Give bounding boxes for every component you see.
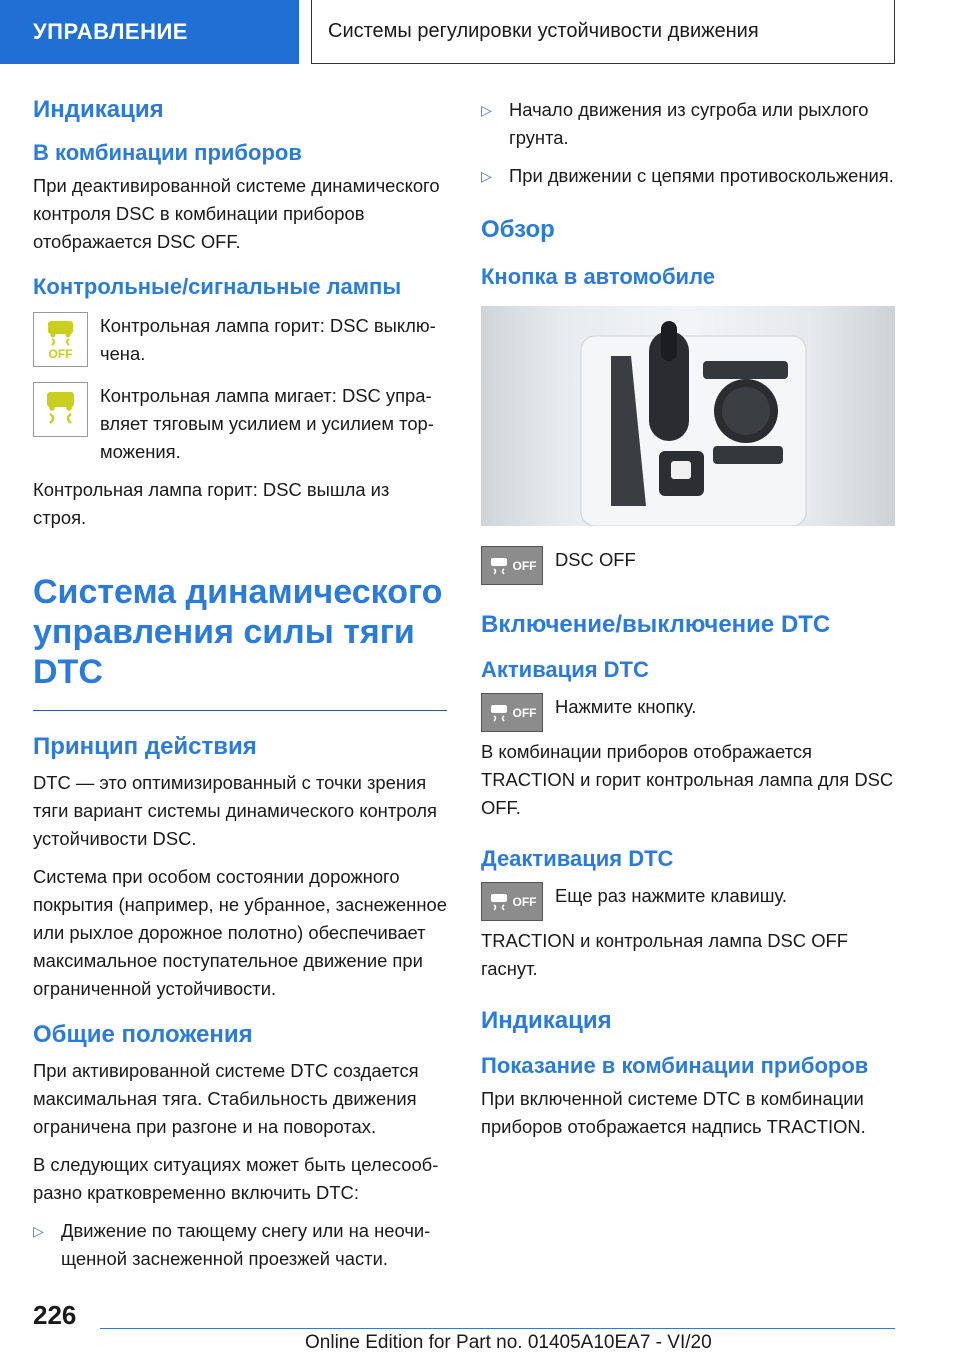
dsc-off-button-icon <box>481 693 543 732</box>
lamp-row-off <box>33 312 447 368</box>
bullet-item <box>481 96 895 152</box>
bullet-item <box>481 162 895 190</box>
para-lamp-fail: Контрольная лампа горит: DSC вышла из строя. <box>33 479 390 528</box>
heading-overview: Обзор <box>481 216 555 243</box>
deactivate-row <box>481 882 895 921</box>
footer-edition: Online Edition for Part no. 01405A10EA7 - VI/20 <box>305 1332 712 1353</box>
heading-activate: Активация DTC <box>481 657 649 682</box>
para-principle-1: DTC — это оптимизированный с точки зрения тяги вариант системы динамического контроля устойчивости DSC. <box>33 772 437 849</box>
chapter-title-text: Системы регулировки устойчивости движения <box>328 20 759 42</box>
para-general-1: При активированной системе DTC создается максимальная тяга. Стабильность движения ограничена при разгоне и на поворотах. <box>33 1060 419 1137</box>
bullet-text: Начало движения из сугроба или рыхлого грунта. <box>509 99 869 148</box>
para-deactivate-2: TRACTION и контрольная лампа DSC OFF гаснут. <box>481 930 848 979</box>
dsc-off-button-icon <box>481 882 543 921</box>
chapter-title <box>311 0 895 64</box>
bullet-text: Движение по тающему снегу или на неочищенной заснеженной проезжей части. <box>61 1220 431 1269</box>
para-cluster: При деактивированной системе динамического контроля DSC в комбинации приборов отображается DSC OFF. <box>33 175 440 252</box>
page-number: 226 <box>33 1300 77 1330</box>
heading-indication-2: Индикация <box>481 1007 612 1034</box>
dsc-off-button-icon <box>481 546 543 585</box>
para-activate-2: В комбинации приборов отображается TRACTION и горит контрольная лампа для DSC OFF. <box>481 741 894 818</box>
heading-cluster: В комбинации приборов <box>33 140 302 165</box>
para-general-2: В следующих ситуациях может быть целесообразно кратковременно включить DTC: <box>33 1154 439 1203</box>
heading-general: Общие положения <box>33 1021 253 1048</box>
lamp-off-text: OFF <box>48 347 73 361</box>
heading-dtc: Система динамического управления силы тяги DTC <box>33 573 443 691</box>
left-column <box>33 96 447 1283</box>
lamp1-text: Контрольная лампа горит: DSC выключена. <box>100 315 436 364</box>
para-principle-2: Система при особом состоянии дорожного покрытия (например, не убранное, заснеженное или рыхлое дорожное полотно) обеспечивает максимальное поступательное движение при ограниченной устойчивости. <box>33 866 447 999</box>
dsc-off-label: DSC OFF <box>555 549 636 570</box>
lamp2-text: Контрольная лампа мигает: DSC управляет тяговым усилием и усилием торможения. <box>100 385 434 462</box>
bullet-item <box>33 1217 447 1273</box>
heading-lamps: Контрольные/сигнальные лампы <box>33 274 402 299</box>
heading-button: Кнопка в автомобиле <box>481 264 715 289</box>
triangle-bullet-icon: ▷ <box>481 102 492 118</box>
right-column <box>481 96 895 1151</box>
heading-principle: Принцип действия <box>33 733 257 760</box>
triangle-bullet-icon: ▷ <box>481 168 492 184</box>
section-rule <box>33 710 447 711</box>
deactivate-text-1: Еще раз нажмите клавишу. <box>555 885 787 906</box>
lamp-row-active <box>33 382 447 466</box>
heading-indication: Индикация <box>33 96 164 123</box>
dsc-off-row <box>481 546 895 585</box>
bullet-text: При движении с цепями противоскольжения. <box>509 165 894 186</box>
activate-text-1: Нажмите кнопку. <box>555 696 697 717</box>
heading-display: Показание в комбинации приборов <box>481 1053 869 1078</box>
heading-onoff: Включение/выключение DTC <box>481 611 831 638</box>
center-console-photo <box>481 306 895 526</box>
dsc-off-warning-icon <box>33 312 88 367</box>
dsc-off-icon-text: OFF <box>512 705 537 720</box>
activate-row <box>481 693 895 732</box>
section-tab <box>0 0 299 64</box>
triangle-bullet-icon: ▷ <box>33 1223 44 1239</box>
dsc-active-warning-icon <box>33 382 88 437</box>
heading-deactivate: Деактивация DTC <box>481 846 674 871</box>
footer-rule <box>100 1328 895 1329</box>
para-display: При включенной системе DTC в комбинации приборов отображается надпись TRACTION. <box>481 1088 866 1137</box>
dsc-off-icon-text: OFF <box>512 558 537 573</box>
dsc-off-icon-text: OFF <box>512 894 537 909</box>
section-label: УПРАВЛЕНИЕ <box>33 19 188 44</box>
